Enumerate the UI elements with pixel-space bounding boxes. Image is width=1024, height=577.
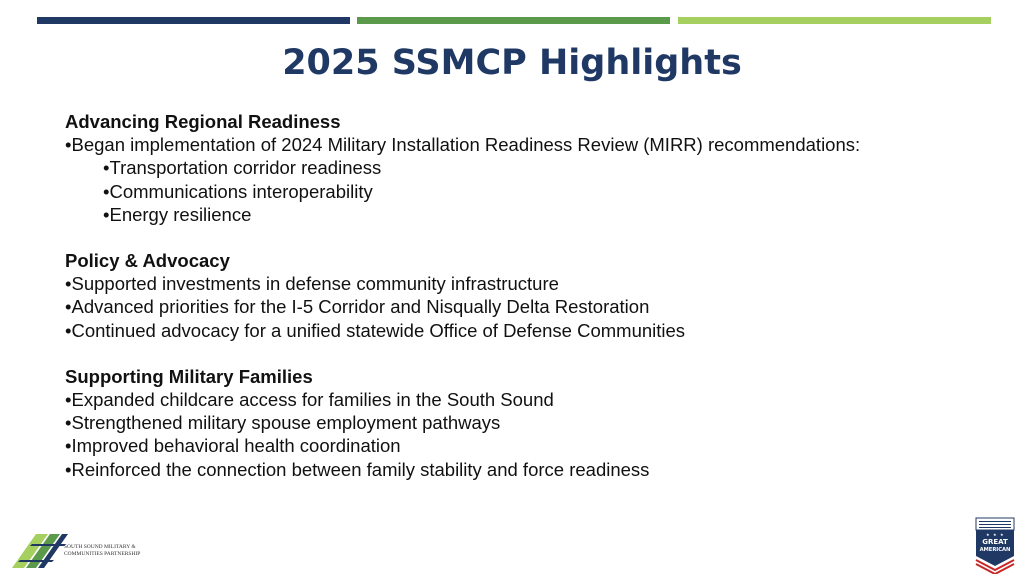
partnership-name <box>64 544 164 557</box>
section-regional-readiness <box>65 110 1015 226</box>
section-heading: Advancing Regional Readiness <box>65 111 341 132</box>
bullet-item: • Expanded childcare access for families in the South Sound <box>65 388 1015 411</box>
svg-text:AMERICAN: AMERICAN <box>979 547 1011 553</box>
sub-bullet-list <box>65 156 1015 226</box>
svg-text:★: ★ <box>1000 532 1004 537</box>
bullet-item: • Supported investments in defense community infrastructure <box>65 272 1015 295</box>
svg-text:★: ★ <box>993 532 997 537</box>
sub-bullet-item: • Transportation corridor readiness <box>103 156 1015 179</box>
bullet-list <box>65 388 1015 481</box>
accent-bar-lightgreen <box>678 17 991 24</box>
partnership-name-line-1: SOUTH SOUND MILITARY & <box>64 544 136 550</box>
bullet-item: • Reinforced the connection between family stability and force readiness <box>65 458 1015 481</box>
bullet-list <box>65 272 1015 342</box>
bullet-item: • Strengthened military spouse employment pathways <box>65 411 1015 434</box>
section-policy-advocacy <box>65 249 1015 342</box>
bullet-item: • Continued advocacy for a unified statewide Office of Defense Communities <box>65 319 1015 342</box>
accent-bar-green <box>357 17 670 24</box>
bullet-list <box>65 133 1015 156</box>
great-american-defense-communities-icon <box>974 516 1016 574</box>
partnership-name-line-2: COMMUNITIES PARTNERSHIP <box>64 550 141 557</box>
svg-text:★: ★ <box>986 532 990 537</box>
bullet-item: • Advanced priorities for the I-5 Corridor and Nisqually Delta Restoration <box>65 295 1015 318</box>
bullet-item: • Began implementation of 2024 Military Installation Readiness Review (MIRR) recommendations: <box>65 133 1015 156</box>
slide-title: 2025 SSMCP Highlights <box>282 43 742 83</box>
sub-bullet-item: • Communications interoperability <box>103 180 1015 203</box>
section-heading: Supporting Military Families <box>65 365 313 387</box>
slide-content <box>65 110 1015 504</box>
section-military-families <box>65 365 1015 481</box>
svg-text:GREAT: GREAT <box>982 538 1008 546</box>
section-heading: Policy & Advocacy <box>65 250 230 272</box>
top-accent-bars <box>0 0 1024 30</box>
bullet-item: • Improved behavioral health coordination <box>65 434 1015 457</box>
accent-bar-navy <box>37 17 350 24</box>
sub-bullet-item: • Energy resilience <box>103 203 1015 226</box>
